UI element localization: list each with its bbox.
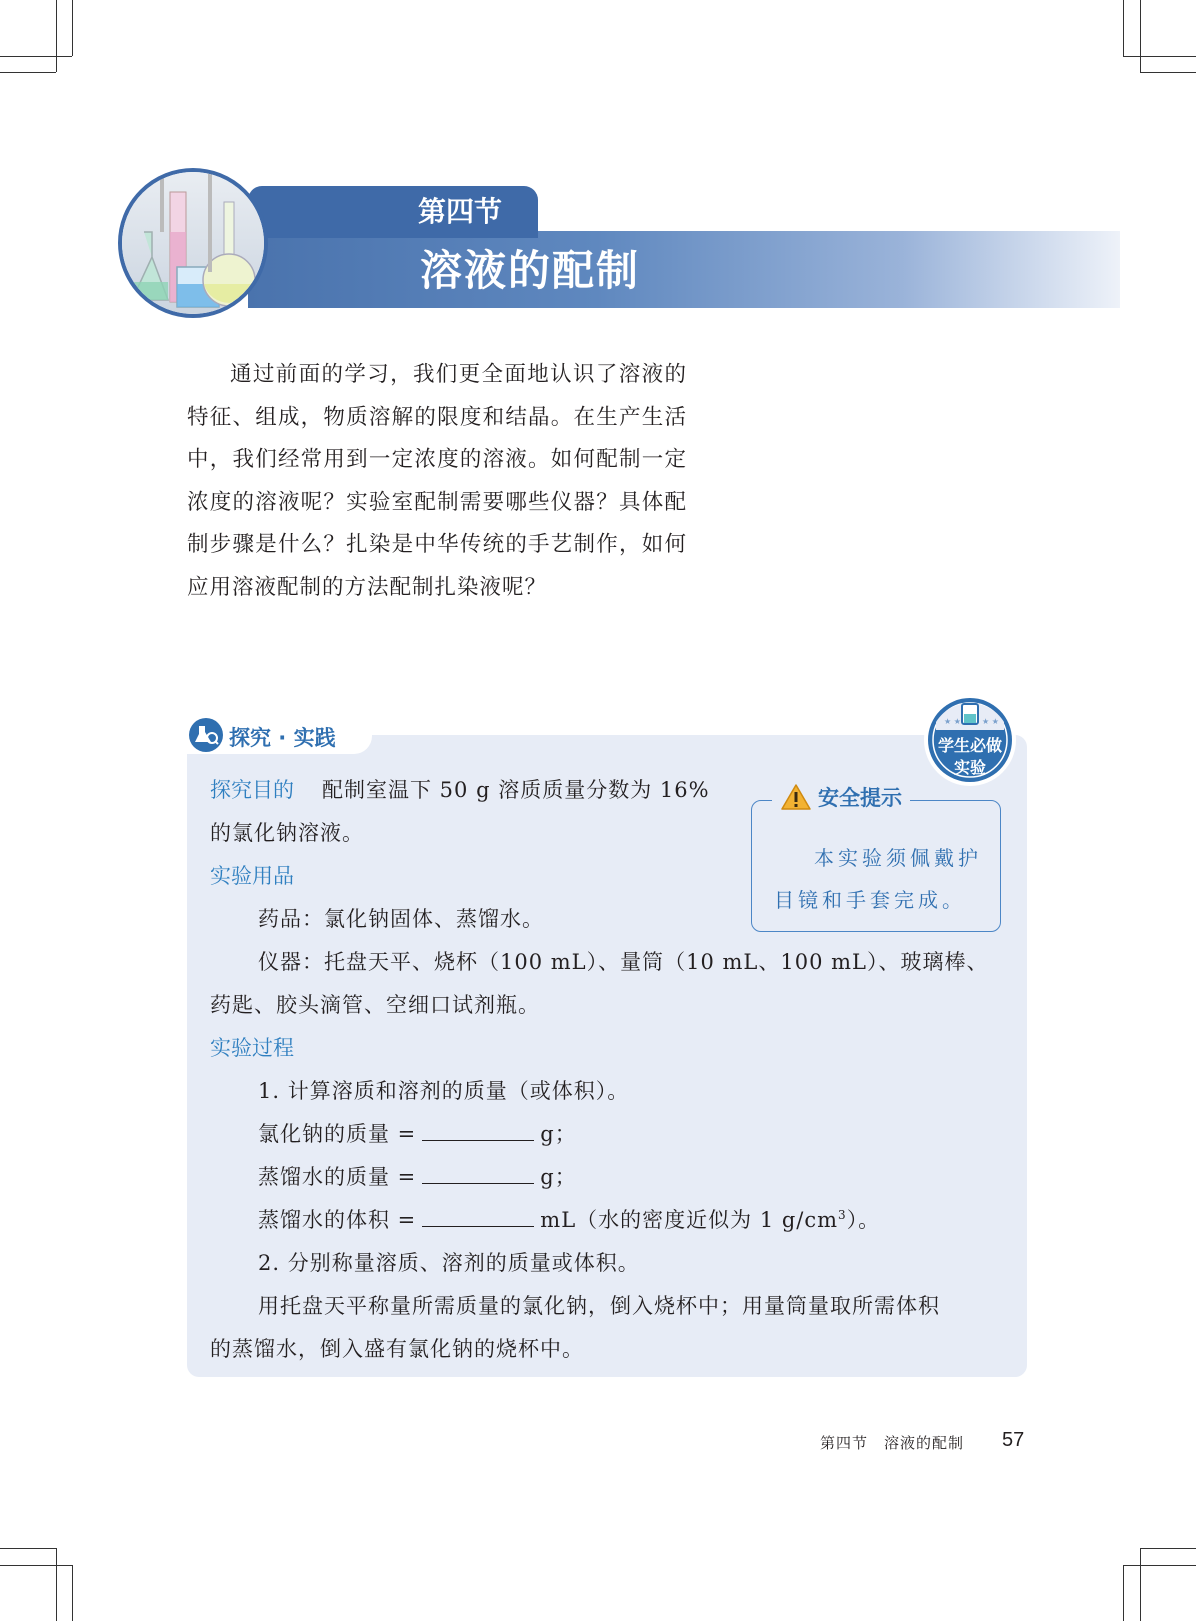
water-volume-end: ）。 [846, 1208, 881, 1232]
crop-mark [1123, 1565, 1124, 1621]
process-heading: 实验过程 [210, 1036, 294, 1060]
nacl-mass-blank[interactable] [422, 1122, 534, 1141]
nacl-mass-row [258, 1118, 577, 1148]
page-number: 57 [1002, 1429, 1025, 1451]
section-title: 溶液的配制 [420, 246, 641, 295]
intro-paragraph [187, 354, 687, 609]
step-2-detail-line-2: 的蒸馏水，倒入盛有氯化钠的烧杯中。 [210, 1337, 584, 1361]
crop-mark [72, 1565, 73, 1621]
crop-mark [72, 0, 73, 56]
lab-glassware-image [118, 168, 268, 318]
instruments-line-2: 药匙、胶头滴管、空细口试剂瓶。 [210, 993, 540, 1017]
crop-mark [56, 0, 57, 72]
crop-mark [1140, 1548, 1196, 1549]
purpose-heading: 探究目的 [210, 778, 294, 802]
warning-icon [780, 783, 812, 811]
water-mass-row [258, 1161, 577, 1191]
water-volume-row [258, 1204, 880, 1234]
purpose-line-2: 的氯化钠溶液。 [210, 821, 364, 845]
crop-mark [56, 1548, 57, 1621]
svg-text:★ ★: ★ ★ [944, 717, 961, 726]
crop-mark [1140, 1548, 1141, 1621]
step-2: 2. 分别称量溶质、溶剂的质量或体积。 [258, 1251, 640, 1275]
safety-tip-text [774, 837, 984, 921]
crop-mark [0, 72, 56, 73]
supplies-heading: 实验用品 [210, 864, 294, 888]
flask-search-icon [187, 716, 225, 754]
nacl-mass-unit: g； [540, 1122, 577, 1146]
section-label: 第四节 [418, 195, 503, 228]
crop-mark [1123, 1565, 1196, 1566]
crop-mark [0, 1548, 56, 1549]
title-band [248, 231, 1120, 308]
water-mass-label: 蒸馏水的质量 = [258, 1165, 417, 1189]
water-volume-unit: mL（水的密度近似为 1 g/cm [540, 1208, 839, 1232]
svg-text:★ ★: ★ ★ [982, 717, 999, 726]
safety-tip-header [772, 779, 910, 815]
crop-mark [1123, 0, 1124, 56]
crop-mark [1140, 72, 1196, 73]
water-mass-unit: g； [540, 1165, 577, 1189]
intro-text: 通过前面的学习，我们更全面地认识了溶液的特征、组成，物质溶解的限度和结晶。在生产生活中，我们经常用到一定浓度的溶液。如何配制一定浓度的溶液呢？实验室配制需要哪些仪器？具体配制步骤是什么？扎染是中华传统的手艺制作，如何应用溶液配制的方法配制扎染液呢？ [187, 362, 687, 600]
crop-mark [1140, 0, 1141, 72]
step-2-detail-line-1: 用托盘天平称量所需质量的氯化钠，倒入烧杯中；用量筒量取所需体积 [258, 1294, 940, 1318]
crop-mark [0, 1565, 72, 1566]
section-header [118, 168, 1120, 318]
safety-tip-title: 安全提示 [818, 786, 902, 810]
nacl-mass-label: 氯化钠的质量 = [258, 1122, 417, 1146]
water-volume-blank[interactable] [422, 1208, 534, 1227]
safety-tip-content: 本实验须佩戴护目镜和手套完成。 [774, 846, 982, 912]
purpose-line-1: 配制室温下 50 g 溶质质量分数为 16% [322, 778, 710, 802]
water-mass-blank[interactable] [422, 1165, 534, 1184]
crop-mark [1123, 56, 1196, 57]
running-title: 第四节 溶液的配制 [820, 1434, 965, 1452]
drugs-line: 药品：氯化钠固体、蒸馏水。 [258, 907, 544, 931]
cubic-superscript: 3 [838, 1208, 847, 1222]
required-experiment-badge [922, 692, 1018, 792]
step-1: 1. 计算溶质和溶剂的质量（或体积）。 [258, 1079, 630, 1103]
badge-text: 学生必做实验 [937, 736, 1002, 777]
inquiry-title: 探究 · 实践 [229, 726, 336, 750]
instruments-line-1: 仪器：托盘天平、烧杯（100 mL）、量筒（10 mL、100 mL）、玻璃棒、 [258, 950, 989, 974]
crop-mark [0, 56, 72, 57]
water-volume-label: 蒸馏水的体积 = [258, 1208, 417, 1232]
safety-tip-box [751, 786, 1001, 932]
